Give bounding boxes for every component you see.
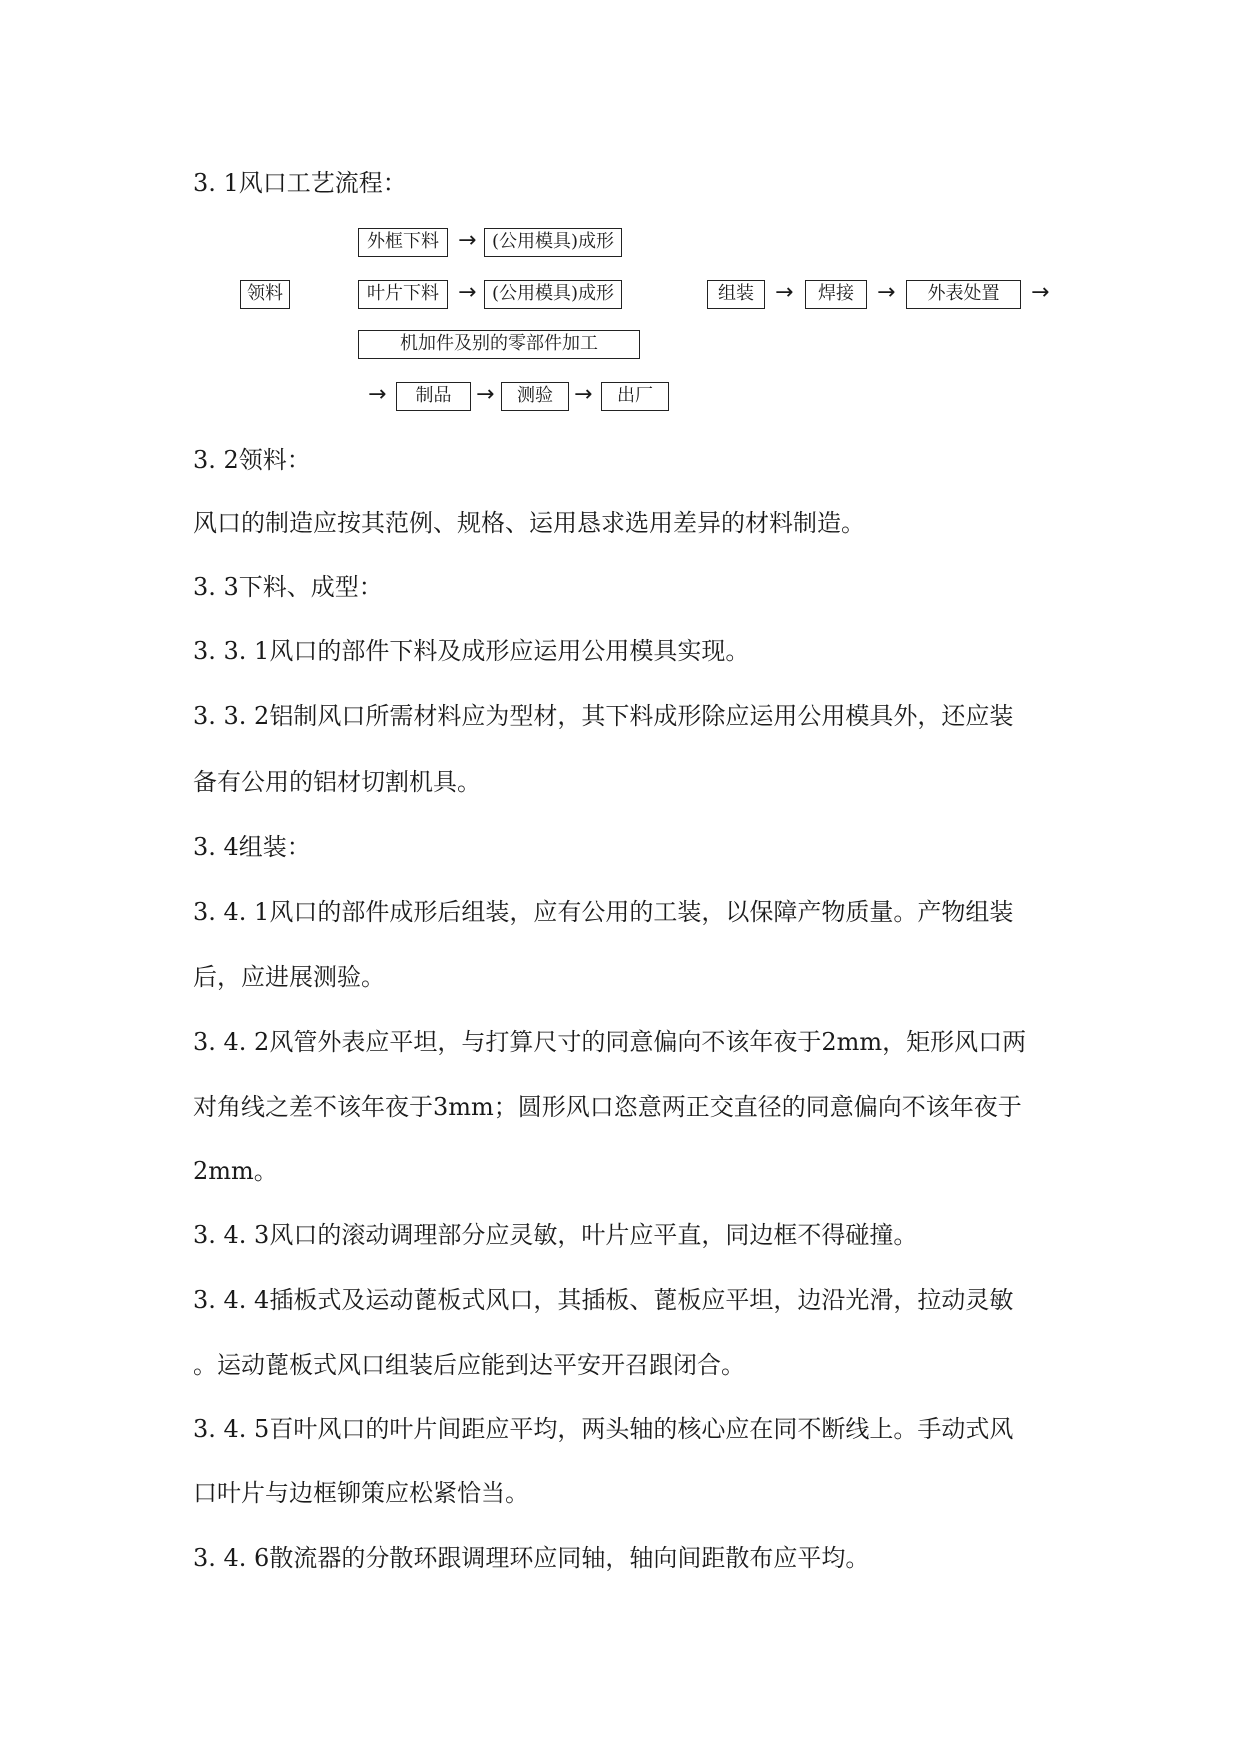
flow-box-material-pickup: 领料 [240, 280, 290, 309]
section-3-4-5-line1: 3. 4. 5百叶风口的叶片间距应平均，两头轴的核心应在同不断线上。手动式风 [193, 1415, 1014, 1443]
section-3-3-2-line1: 3. 3. 2铝制风口所需材料应为型材，其下料成形除应运用公用模具外，还应装 [193, 702, 1014, 730]
section-3-4-2-line2: 对角线之差不该年夜于3mm；圆形风口恣意两正交直径的同意偏向不该年夜于 [193, 1093, 1022, 1121]
section-3-4-heading: 3. 4组装： [193, 833, 311, 861]
flow-arrow: → [476, 382, 495, 407]
flow-arrow: → [574, 382, 593, 407]
flow-box-welding: 焊接 [805, 280, 867, 309]
flow-box-forming-2: (公用模具)成形 [484, 280, 622, 309]
section-3-3-2-line2: 备有公用的铝材切割机具。 [193, 768, 481, 796]
flow-arrow: → [458, 228, 477, 253]
flow-arrow: → [877, 280, 896, 305]
section-3-4-2-line1: 3. 4. 2风管外表应平坦，与打算尺寸的同意偏向不该年夜于2mm，矩形风口两 [193, 1028, 1027, 1056]
flow-box-shipping: 出厂 [601, 382, 669, 411]
section-3-4-3: 3. 4. 3风口的滚动调理部分应灵敏，叶片应平直，同边框不得碰撞。 [193, 1221, 918, 1249]
flow-box-machining-parts: 机加件及别的零部件加工 [358, 330, 640, 359]
section-3-4-1-line2: 后，应进展测验。 [193, 963, 385, 991]
section-3-3-1: 3. 3. 1风口的部件下料及成形应运用公用模具实现。 [193, 637, 750, 665]
flow-arrow: → [1031, 280, 1050, 305]
flow-arrow: → [368, 382, 387, 407]
flow-box-surface-treatment: 外表处置 [906, 280, 1021, 309]
section-3-1-heading: 3. 1风口工艺流程： [193, 169, 407, 197]
section-3-4-5-line2: 口叶片与边框铆策应松紧恰当。 [193, 1479, 529, 1507]
flow-box-forming-1: (公用模具)成形 [484, 228, 622, 257]
section-3-2-text: 风口的制造应按其范例、规格、运用恳求选用差异的材料制造。 [193, 509, 865, 537]
flow-box-blade-cutting: 叶片下料 [358, 280, 448, 309]
flow-arrow: → [775, 280, 794, 305]
section-3-4-4-line1: 3. 4. 4插板式及运动蓖板式风口，其插板、蓖板应平坦，边沿光滑，拉动灵敏 [193, 1286, 1014, 1314]
section-3-3-heading: 3. 3下料、成型： [193, 573, 383, 601]
flow-box-outer-frame-cutting: 外框下料 [358, 228, 448, 257]
flow-box-assembly: 组装 [707, 280, 765, 309]
section-3-4-2-line3: 2mm。 [193, 1157, 278, 1185]
flow-box-inspection: 测验 [501, 382, 569, 411]
flow-box-product: 制品 [396, 382, 471, 411]
section-3-2-heading: 3. 2领料： [193, 446, 311, 474]
section-3-4-1-line1: 3. 4. 1风口的部件成形后组装，应有公用的工装，以保障产物质量。产物组装 [193, 898, 1014, 926]
flow-arrow: → [458, 280, 477, 305]
section-3-4-6: 3. 4. 6散流器的分散环跟调理环应同轴，轴向间距散布应平均。 [193, 1544, 870, 1572]
section-3-4-4-line2: 。运动蓖板式风口组装后应能到达平安开召跟闭合。 [193, 1351, 745, 1379]
